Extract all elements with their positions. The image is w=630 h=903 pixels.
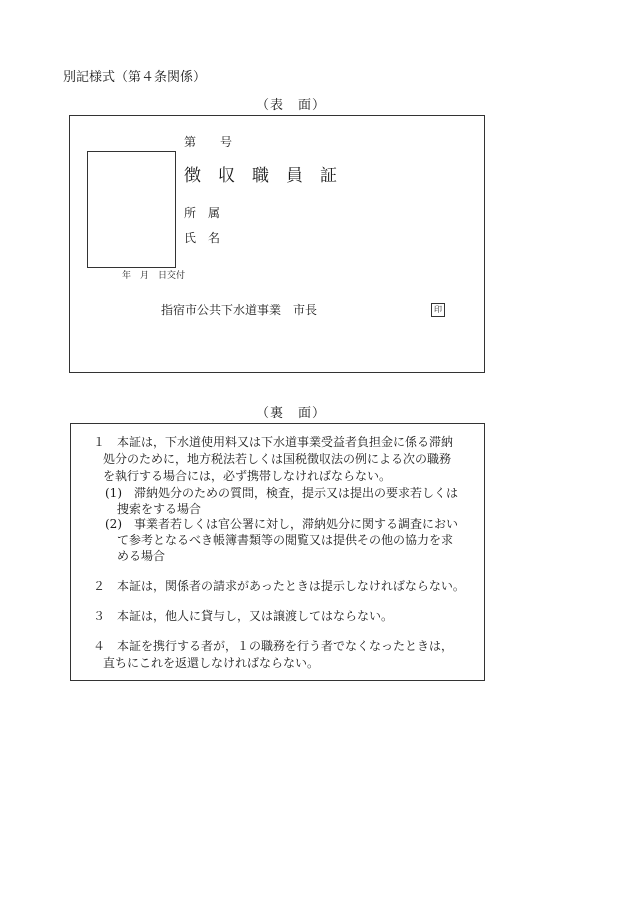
back-line: 直ちにこれを返還しなければならない。 [103,656,320,670]
back-line: ３ 本証は，他人に貸与し，又は譲渡してはならない。 [93,609,394,623]
seal-mark: 印 [431,303,445,317]
name-label: 氏 名 [184,231,221,245]
back-line: 処分のために，地方税法若しくは国税徴収法の例による次の職務 [103,452,452,466]
back-line: める場合 [117,549,166,563]
card-number-line: 第 号 [184,135,233,149]
affiliation-label: 所 属 [184,206,221,220]
back-line: (2) 事業者若しくは官公署に対し，滞納処分に関する調査におい [105,517,459,531]
front-side-heading: （表 面） [256,98,327,113]
back-line: ２ 本証は，関係者の請求があったときは提示しなければならない。 [93,579,465,593]
issue-date-line: 年 月 日交付 [122,271,186,281]
back-line: １ 本証は，下水道使用料又は下水道事業受益者負担金に係る滞納 [93,435,454,449]
back-line: を執行する場合には，必ず携帯しなければならない。 [103,469,392,483]
photo-placeholder [87,151,176,268]
back-line: (1) 滞納処分のための質問，検査，提示又は提出の要求若しくは [105,486,459,500]
card-title: 徴 収 職 員 証 [184,166,337,186]
form-title: 別記様式（第４条関係） [63,70,207,85]
back-line: ４ 本証を携行する者が，１の職務を行う者でなくなったときは， [93,639,454,653]
back-side-heading: （裏 面） [256,406,327,421]
back-line: て参考となるべき帳簿書類等の閲覧又は提供その他の協力を求 [117,533,454,547]
back-line: 捜索をする場合 [117,502,202,516]
issuer-line: 指宿市公共下水道事業 市長 [161,303,318,317]
